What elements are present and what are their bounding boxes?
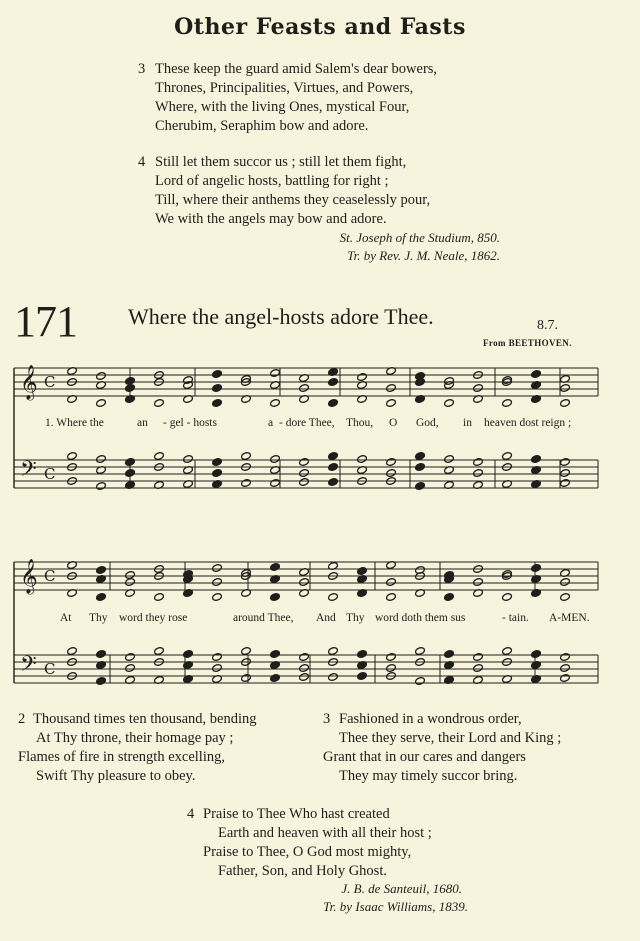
treble-clef: 𝄞 xyxy=(20,559,38,594)
note-head xyxy=(270,593,281,602)
lyric-syllable: Thy xyxy=(89,612,108,624)
note-head xyxy=(473,653,484,662)
note-head xyxy=(212,578,223,587)
lyric-syllable: word doth them sus xyxy=(375,612,466,624)
verse-line: Lord of angelic hosts, battling for right ; xyxy=(155,173,389,189)
note-head xyxy=(241,452,252,461)
lyric-syllable: around Thee, xyxy=(233,612,294,624)
verse-line: Swift Thy pleasure to obey. xyxy=(36,768,196,784)
note-head xyxy=(502,452,513,461)
note-head xyxy=(241,479,252,488)
note-head xyxy=(386,469,397,478)
note-head xyxy=(183,455,194,464)
note-head xyxy=(125,664,136,673)
attribution-translator: Tr. by Rev. J. M. Neale, 1862. xyxy=(347,248,500,263)
note-head xyxy=(560,399,571,408)
note-head xyxy=(415,647,426,656)
note-head xyxy=(270,650,281,659)
note-head xyxy=(96,399,107,408)
note-head xyxy=(96,677,107,686)
note-head xyxy=(415,463,426,472)
time-signature: C xyxy=(44,465,56,483)
note-head xyxy=(415,482,426,491)
note-head xyxy=(154,452,165,461)
stanza-number: 3 xyxy=(323,711,331,727)
verse-line: Father, Son, and Holy Ghost. xyxy=(218,863,387,879)
note-head xyxy=(357,650,368,659)
verse-line: Still let them succor us ; still let them fight, xyxy=(155,154,407,170)
attribution-translator: Tr. by Isaac Williams, 1839. xyxy=(323,899,468,914)
verse-line: Where, with the living Ones, mystical Four, xyxy=(155,99,410,115)
note-head xyxy=(415,677,426,686)
note-head xyxy=(96,372,107,381)
lyric-syllable: in xyxy=(463,417,472,429)
note-head xyxy=(328,478,339,487)
note-head xyxy=(473,664,484,673)
note-head xyxy=(67,452,78,461)
verse-line: Cherubim, Seraphim bow and adore. xyxy=(155,118,369,134)
note-head xyxy=(560,593,571,602)
verse-line: Thrones, Principalities, Virtues, and Powers, xyxy=(155,80,414,96)
time-signature: C xyxy=(44,373,56,391)
note-head xyxy=(299,478,310,487)
note-head xyxy=(357,567,368,576)
note-head xyxy=(154,647,165,656)
lyric-syllable: word they rose xyxy=(119,612,188,624)
note-head xyxy=(531,370,542,379)
note-head xyxy=(328,673,339,682)
verse-line: Fashioned in a wondrous order, xyxy=(339,711,522,727)
note-head xyxy=(212,664,223,673)
note-head xyxy=(212,384,223,393)
verse-line: Praise to Thee, O God most mighty, xyxy=(203,844,412,860)
note-head xyxy=(241,674,252,683)
note-head xyxy=(444,650,455,659)
lyric-syllable: 1. Where the xyxy=(45,417,104,429)
note-head xyxy=(125,469,136,478)
note-head xyxy=(531,650,542,659)
stanza-number: 4 xyxy=(187,806,195,822)
note-head xyxy=(241,647,252,656)
note-head xyxy=(502,593,513,602)
note-head xyxy=(96,455,107,464)
note-head xyxy=(560,469,571,478)
treble-clef: 𝄞 xyxy=(20,365,38,400)
verse-line: Thousand times ten thousand, bending xyxy=(33,711,257,727)
note-head xyxy=(96,593,107,602)
note-head xyxy=(560,578,571,587)
note-head xyxy=(154,399,165,408)
note-head xyxy=(386,664,397,673)
note-head xyxy=(473,458,484,467)
note-head xyxy=(328,399,339,408)
note-head xyxy=(386,384,397,393)
attribution-author: J. B. de Santeuil, 1680. xyxy=(341,881,462,896)
note-head xyxy=(560,674,571,683)
lyric-syllable: At xyxy=(60,612,72,624)
note-head xyxy=(212,370,223,379)
note-head xyxy=(270,479,281,488)
lyric-syllable: Thou, xyxy=(346,417,374,429)
note-head xyxy=(96,482,107,491)
lyric-syllable: a xyxy=(268,417,274,429)
stanza-number: 3 xyxy=(138,61,146,77)
verse-line: Till, where their anthems they ceaselessly pour, xyxy=(155,192,431,208)
verse-line: Thee they serve, their Lord and King ; xyxy=(339,730,562,746)
note-head xyxy=(299,578,310,587)
note-head xyxy=(502,399,513,408)
lyric-syllable: - gel - hosts xyxy=(163,417,217,429)
verse-line: Flames of fire in strength excelling, xyxy=(18,749,225,765)
note-head xyxy=(212,458,223,467)
note-head xyxy=(502,647,513,656)
lyric-syllable: - dore Thee, xyxy=(279,417,335,429)
lyric-syllable: And xyxy=(316,612,336,624)
note-head xyxy=(473,578,484,587)
note-head xyxy=(270,399,281,408)
lyric-syllable: O xyxy=(389,417,398,429)
attribution-author: St. Joseph of the Studium, 850. xyxy=(339,230,500,245)
hymn-composer: From BEETHOVEN. xyxy=(483,338,572,348)
note-head xyxy=(96,650,107,659)
note-head xyxy=(125,458,136,467)
note-head xyxy=(386,578,397,587)
note-head xyxy=(154,593,165,602)
hymn-number: 171 xyxy=(14,297,77,346)
note-head xyxy=(357,455,368,464)
note-head xyxy=(299,458,310,467)
hymn-title: Where the angel-hosts adore Thee. xyxy=(128,304,434,329)
note-head xyxy=(299,384,310,393)
verse-line: We with the angels may bow and adore. xyxy=(155,211,387,227)
note-head xyxy=(212,469,223,478)
note-head xyxy=(270,674,281,683)
bass-clef: 𝄢 xyxy=(20,457,37,487)
stanza-number: 2 xyxy=(18,711,26,727)
page-header: Other Feasts and Fasts xyxy=(174,14,466,40)
note-head xyxy=(125,384,136,393)
verse-line: Praise to Thee Who hast created xyxy=(203,806,390,822)
lyric-syllable: Thy xyxy=(346,612,365,624)
note-head xyxy=(299,673,310,682)
note-head xyxy=(386,653,397,662)
note-head xyxy=(560,384,571,393)
note-head xyxy=(212,399,223,408)
note-head xyxy=(444,455,455,464)
note-head xyxy=(270,369,281,378)
note-head xyxy=(415,452,426,461)
note-head xyxy=(299,664,310,673)
note-head xyxy=(328,463,339,472)
note-head xyxy=(386,458,397,467)
hymn-meter: 8.7. xyxy=(537,318,558,333)
note-head xyxy=(328,378,339,387)
note-head xyxy=(386,593,397,602)
verse-line: They may timely succor bring. xyxy=(339,768,518,784)
verse-line: These keep the guard amid Salem's dear bowers, xyxy=(155,61,438,77)
note-head xyxy=(357,373,368,382)
note-head xyxy=(560,479,571,488)
note-head xyxy=(328,593,339,602)
note-head xyxy=(473,469,484,478)
note-head xyxy=(328,647,339,656)
lyric-syllable: A-MEN. xyxy=(549,612,590,624)
note-head xyxy=(299,653,310,662)
lyric-syllable: an xyxy=(137,417,148,429)
note-head xyxy=(444,593,455,602)
verse-line: Grant that in our cares and dangers xyxy=(323,749,526,765)
lyric-syllable: God, xyxy=(416,417,439,429)
verse-line: Earth and heaven with all their host ; xyxy=(218,825,432,841)
note-head xyxy=(183,650,194,659)
note-head xyxy=(386,399,397,408)
note-head xyxy=(96,566,107,575)
note-head xyxy=(560,458,571,467)
note-head xyxy=(270,563,281,572)
note-head xyxy=(473,384,484,393)
note-head xyxy=(328,452,339,461)
note-head xyxy=(531,455,542,464)
lyric-syllable: - tain. xyxy=(502,612,529,624)
note-head xyxy=(531,564,542,573)
stanza-number: 4 xyxy=(138,154,146,170)
note-head xyxy=(125,653,136,662)
time-signature: C xyxy=(44,660,56,678)
note-head xyxy=(212,564,223,573)
note-head xyxy=(67,647,78,656)
lyric-syllable: heaven dost reign ; xyxy=(484,417,572,429)
note-head xyxy=(444,399,455,408)
note-head xyxy=(212,653,223,662)
note-head xyxy=(357,672,368,681)
note-head xyxy=(125,578,136,587)
bass-clef: 𝄢 xyxy=(20,652,37,682)
note-head xyxy=(270,455,281,464)
note-head xyxy=(560,653,571,662)
time-signature: C xyxy=(44,567,56,585)
note-head xyxy=(212,593,223,602)
note-head xyxy=(299,469,310,478)
verse-line: At Thy throne, their homage pay ; xyxy=(36,730,234,746)
note-head xyxy=(560,664,571,673)
